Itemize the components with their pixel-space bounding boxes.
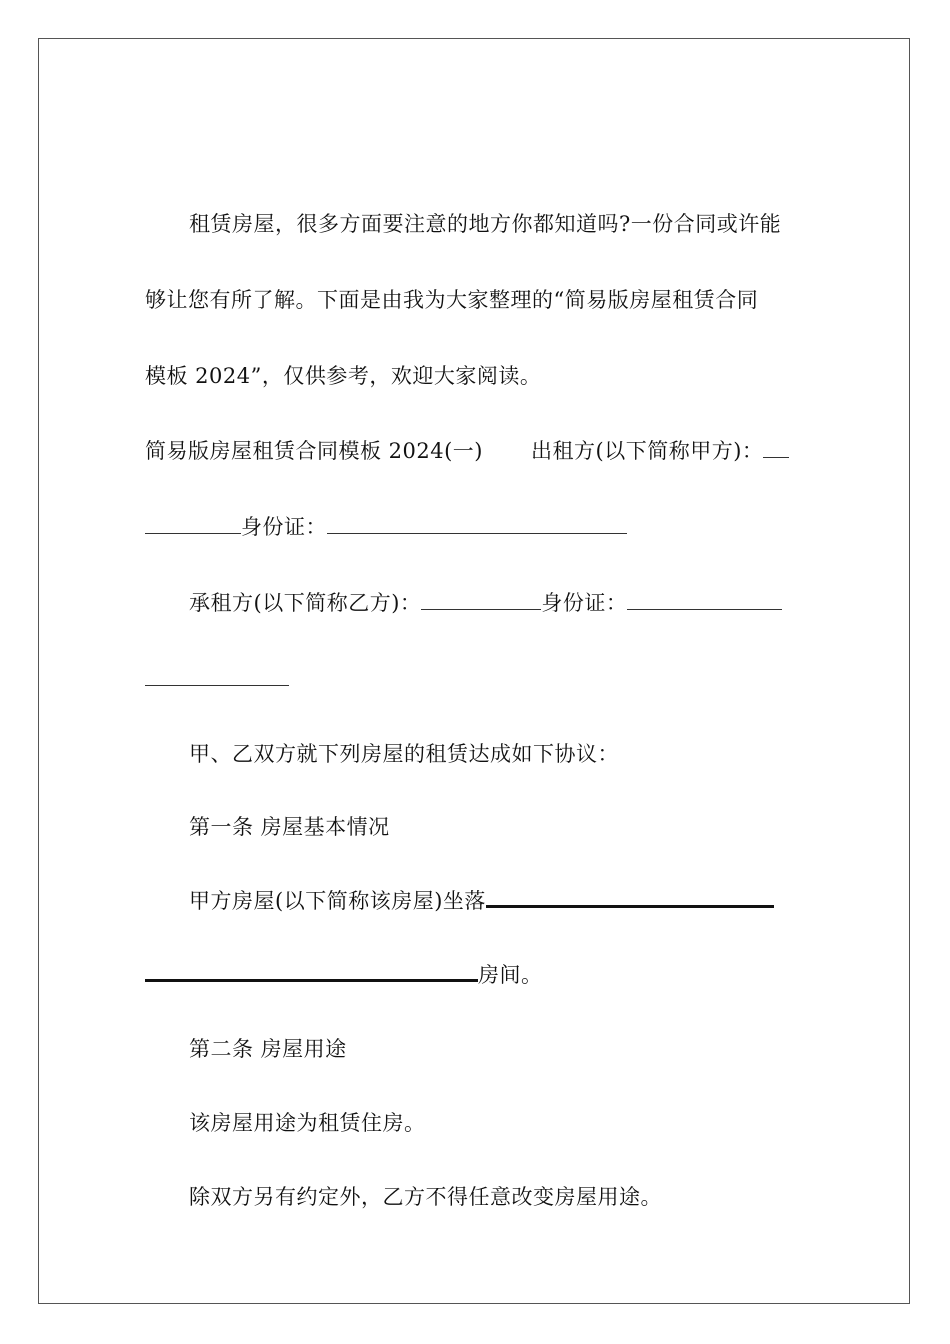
article-2-text-2: 除双方另有约定外，乙方不得任意改变房屋用途。	[189, 1185, 662, 1209]
lessee-id-blank	[627, 591, 782, 610]
article-1-location-row	[189, 886, 774, 916]
lessee-id-label: 身份证：	[541, 591, 628, 615]
article-2-heading: 第二条 房屋用途	[189, 1037, 347, 1061]
lessor-id-blank	[327, 515, 627, 534]
article-1-location-continued	[145, 960, 543, 990]
lessee-id-blank-cont	[145, 667, 289, 686]
lessee-name-blank	[421, 591, 541, 610]
intro-line-2: 够让您有所了解。下面是由我为大家整理的“简易版房屋租赁合同	[145, 288, 759, 312]
contract-title: 简易版房屋租赁合同模板 2024(一)	[145, 439, 484, 463]
lessee-id-continued	[145, 664, 289, 694]
location-blank	[486, 887, 774, 908]
lessor-name-blank	[763, 439, 789, 458]
location-blank-cont	[145, 961, 478, 982]
location-prefix: 甲方房屋(以下简称该房屋)坐落	[189, 889, 486, 913]
intro-line-3: 模板 2024”，仅供参考，欢迎大家阅读。	[145, 364, 542, 388]
agreement-intro: 甲、乙双方就下列房屋的租赁达成如下协议：	[189, 742, 619, 766]
article-1-heading: 第一条 房屋基本情况	[189, 815, 390, 839]
lessor-id-label: 身份证：	[241, 515, 327, 539]
lessor-label: 出租方(以下简称甲方)：	[531, 439, 764, 463]
lessor-name-blank-cont	[145, 515, 241, 534]
intro-line-1: 租赁房屋，很多方面要注意的地方你都知道吗?一份合同或许能	[189, 212, 782, 236]
lessee-row	[189, 588, 782, 618]
lessor-row-continued	[145, 512, 627, 542]
location-suffix: 房间。	[478, 963, 543, 987]
contract-title-row	[145, 436, 789, 466]
article-2-text-1: 该房屋用途为租赁住房。	[189, 1111, 426, 1135]
lessee-label: 承租方(以下简称乙方)：	[189, 591, 422, 615]
